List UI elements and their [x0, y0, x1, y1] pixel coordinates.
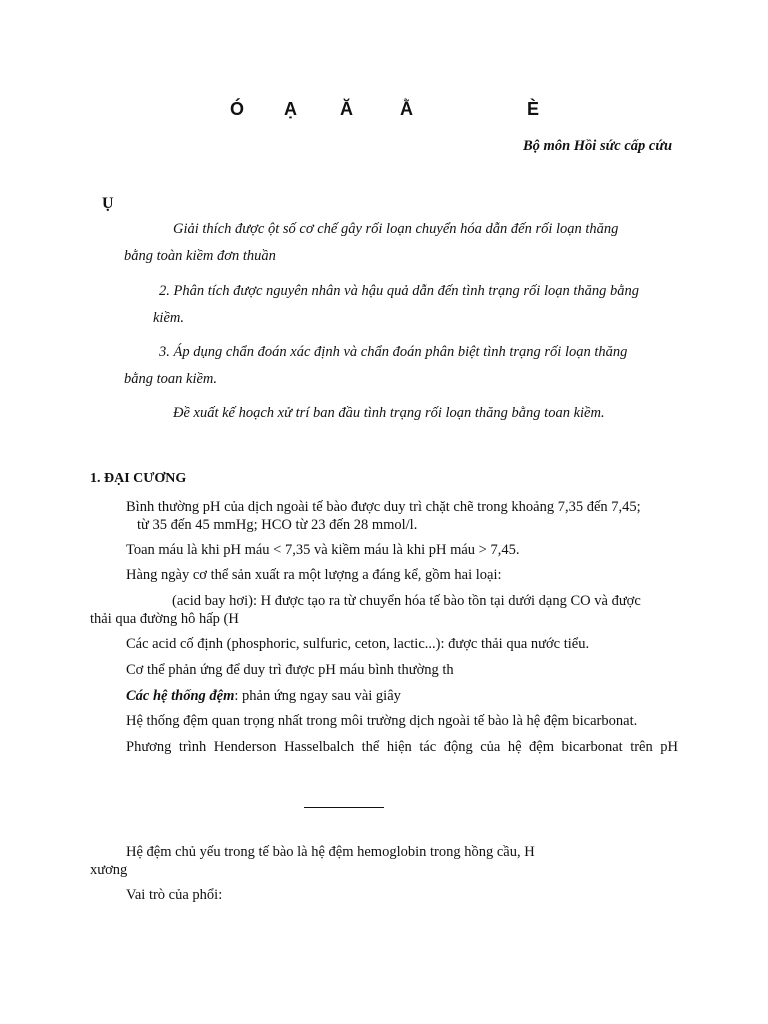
paragraph-11: Vai trò của phổi:: [126, 887, 223, 903]
paragraph-3: Hàng ngày cơ thể sản xuất ra một lượng a đáng kể, gồm hai loại:: [126, 567, 502, 583]
paragraph-9-word: động: [443, 739, 473, 755]
title-char-3: Ă: [340, 99, 353, 119]
paragraph-5: Các acid cố định (phosphoric, sulfuric, ceton, lactic...): được thải qua nước tiểu.: [126, 636, 590, 652]
paragraph-9-word: Hasselbalch: [284, 739, 355, 755]
section-1-heading: 1. ĐẠI CƯƠNG: [90, 471, 187, 486]
title-char-1: Ó: [230, 99, 245, 119]
paragraph-9-word: thể: [361, 739, 380, 755]
buffer-systems-label: Các hệ thống đệm: [126, 688, 235, 704]
paragraph-9-word: Henderson: [213, 739, 277, 755]
fraction-rule: [304, 807, 384, 808]
objective-1-line-2: bằng toàn kiềm đơn thuần: [124, 248, 276, 264]
title-char-5: È: [527, 99, 540, 119]
paragraph-2: Toan máu là khi pH máu < 7,35 và kiềm máu là khi pH máu > 7,45.: [126, 542, 520, 558]
paragraph-6: Cơ thể phản ứng để duy trì được pH máu bình thường th: [126, 662, 454, 678]
paragraph-9-word: bicarbonat: [561, 739, 623, 755]
paragraph-4-line-2: thải qua đường hô hấp (H: [90, 611, 239, 627]
paragraph-9-word: hiện: [386, 739, 412, 755]
paragraph-9-word: tác: [419, 739, 437, 755]
paragraph-4-line-1: (acid bay hơi): H được tạo ra từ chuyển hóa tế bào tồn tại dưới dạng CO và được: [172, 593, 641, 609]
objective-1-line-1: Giải thích được ột số cơ chế gây rối loạn chuyển hóa dẫn đến rối loạn thăng: [173, 221, 619, 237]
title-char-2: Ạ: [284, 99, 297, 119]
objective-2-line-2: kiềm.: [153, 310, 184, 326]
paragraph-9-word: của: [480, 739, 501, 755]
objective-3-line-1: 3. Áp dụng chẩn đoán xác định và chẩn đoán phân biệt tình trạng rối loạn thăng: [159, 344, 628, 360]
paragraph-10-line-2: xương: [90, 862, 128, 878]
title-char-4: Ằ: [400, 99, 413, 119]
objectives-heading: Ụ: [102, 195, 114, 212]
paragraph-10-line-1: Hệ đệm chủ yếu trong tế bào là hệ đệm hemoglobin trong hồng cầu, H: [126, 844, 535, 860]
objective-4-line-1: Đề xuất kế hoạch xử trí ban đầu tình trạng rối loạn thăng bằng toan kiềm.: [173, 405, 605, 421]
paragraph-7: [126, 688, 401, 705]
paragraph-9-word: Phương: [126, 739, 172, 755]
paragraph-1-line-1: Bình thường pH của dịch ngoài tế bào được duy trì chặt chẽ trong khoảng 7,35 đến 7,45;: [126, 499, 641, 515]
paragraph-1-line-2: từ 35 đến 45 mmHg; HCO từ 23 đến 28 mmol/l.: [137, 517, 418, 533]
paragraph-9-word: đệm: [529, 739, 554, 755]
department-name: Bộ môn Hồi sức cấp cứu: [523, 138, 673, 154]
paragraph-8: Hệ thống đệm quan trọng nhất trong môi trường dịch ngoài tế bào là hệ đệm bicarbonat.: [126, 713, 638, 729]
objective-3-line-2: bằng toan kiềm.: [124, 371, 218, 387]
paragraph-9-word: trên: [630, 739, 653, 755]
buffer-systems-text: : phản ứng ngay sau vài giây: [234, 688, 401, 704]
objective-2-line-1: 2. Phân tích được nguyên nhân và hậu quả dẫn đến tình trạng rối loạn thăng bằng: [159, 283, 640, 299]
paragraph-9: [126, 739, 678, 756]
paragraph-9-word: hệ: [507, 739, 522, 755]
paragraph-9-word: pH: [660, 739, 678, 755]
paragraph-9-word: trình: [178, 739, 207, 755]
